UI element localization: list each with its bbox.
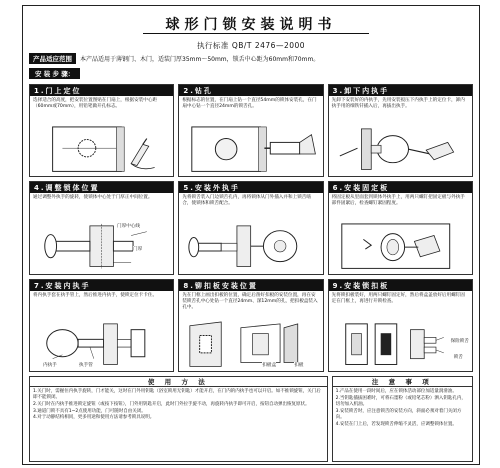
usage-title: 使 用 方 法 — [30, 377, 327, 387]
scope-row — [29, 52, 473, 64]
title-underline — [143, 33, 369, 34]
marking-door-illustration — [33, 125, 170, 173]
bottom-section — [29, 376, 473, 462]
instruction-sheet — [22, 5, 480, 465]
usage-body — [30, 387, 327, 424]
step-card-7 — [29, 279, 174, 372]
step-title: 4.调整锁体位置 — [30, 182, 173, 193]
step-title: 7.安装内执手 — [30, 280, 173, 291]
step-card-5 — [178, 181, 323, 274]
step-title: 2.钻孔 — [179, 85, 322, 96]
inner-handle-illustration — [33, 320, 170, 368]
step-illustration — [182, 320, 319, 368]
step-card-4 — [29, 181, 174, 274]
usage-paragraph: 4.对于动静结构相同，更多用途和使用方法请参考锁具说明。 — [33, 415, 155, 421]
scope-text: 本产品适用于薄钢门、木门，适装门厚35mm～50mm，锁舌中心距为60mm和70mm。 — [80, 55, 320, 63]
steps-header — [29, 68, 473, 79]
step-illustration — [332, 222, 469, 270]
step-title: 3.卸下内执手 — [329, 85, 472, 96]
latch-label: 锁舌 — [453, 354, 463, 360]
step-text: 将内执手套在执手管上，然后推进内执手，使锁定位卡卡住。 — [33, 292, 158, 298]
inner-handle-label: 内执手 — [43, 363, 57, 368]
guard-latch-label: 保险锁舌 — [450, 338, 469, 344]
usage-box — [29, 376, 328, 462]
strike-plate-label: 扣板 — [294, 363, 304, 368]
step-title: 1.门上定位 — [30, 85, 173, 96]
step-card-2 — [178, 84, 323, 177]
notes-paragraph: 3.安装锁舌时，应注意锁舌的安装方向，斜面必须对着门关闭方向。 — [335, 408, 462, 420]
strike-box-label: 扣板盒 — [262, 363, 277, 368]
step-text: 通过调整外执手的旋转，使锁体中心处于门厚正中间位置。 — [33, 195, 153, 201]
step-title: 8.铆扣板安装位置 — [179, 280, 322, 291]
step-illustration — [332, 125, 469, 173]
step-text: 先卸下安装好的内执手，先用安装扳压下内执手上的定位卡，卸内执手用的细铁钎插入后，再拔出执手。 — [331, 98, 465, 109]
step-title: 6.安装固定板 — [329, 182, 472, 193]
standard-line: 执行标准 QB/T 2476—2000 — [196, 41, 306, 50]
step-text: 先将锁舌装入门边锁舌孔内，再将锁体从门外插入并和上锁舌啮合，使锁体和锁舌配合。 — [182, 195, 311, 207]
step-text: 先在门框上画出扣板的位置，确定后凿好扣板的安装位置，再在安装锁舌孔中心处钻一个直径24mm、深12mm的孔，把扣板盒装入孔中。 — [182, 292, 318, 310]
step-title: 9.安装锁扣板 — [329, 280, 472, 291]
fixing-plate-illustration — [332, 222, 469, 270]
step-illustration — [332, 320, 469, 368]
handle-tube-label: 执手管 — [79, 363, 93, 368]
adjust-position-illustration — [33, 222, 170, 270]
document-title: 球形门锁安装说明书 — [165, 17, 337, 33]
step-illustration — [182, 222, 319, 270]
usage-paragraph: 2.关门时在内执手推进锁定旋钮（或按下按钮），门外用钥匙开启，此时门外拉手旋不动，再旋转内执手即可开启，按钮自动弹出恢复原状。 — [33, 401, 310, 407]
door-center-line-label: 门厚中心线 — [117, 224, 140, 230]
step-card-8 — [178, 279, 323, 372]
step-card-9 — [328, 279, 473, 372]
notes-body — [333, 387, 472, 430]
step-illustration — [33, 222, 170, 270]
notes-title: 注 意 事 项 — [333, 377, 472, 387]
notes-paragraph: 1.产品在使用一段时间后，应在锁体活动部位加适量润滑油。 — [335, 389, 457, 394]
notes-paragraph: 2.当钥匙插拔困难时，可将石墨粉（或铅笔芯粉）洒入钥匙孔内，切勿加入机油。 — [335, 395, 466, 407]
step-card-3 — [328, 84, 473, 177]
step-title: 5.安装外执手 — [179, 182, 322, 193]
step-card-6 — [328, 181, 473, 274]
usage-paragraph: 3.通道门锁不具有1~2点使用功能，门可随时自由关闭。 — [33, 408, 146, 414]
step-text: 将固定板从里面套到锁体外执手上，用两只螺钉把固定板与外执手部件固紧后，检查螺钉紧固程度。 — [331, 195, 465, 207]
step-card-1 — [29, 84, 174, 177]
step-text: 选择适合的高度，把安装位置图贴在门扇上，根据安装中心距（60mm或70mm），用铅笔做开孔标志。 — [33, 98, 158, 109]
steps-grid — [29, 84, 473, 372]
step-text: 根据标志的位置，在门扇上钻一个直径54mm的锁体安装孔，在门扇中心钻一个直径24mm的锁舌孔。 — [182, 98, 317, 109]
scope-label: 产品适应范围 — [29, 53, 76, 64]
drilling-illustration — [182, 125, 319, 173]
step-illustration — [182, 125, 319, 173]
notes-paragraph: 4.安装在门上后，若发现锁舌伸缩不灵活，应调整锁体位置。 — [335, 421, 457, 427]
strike-plate-position-illustration — [182, 320, 319, 368]
install-strike-illustration — [332, 320, 469, 368]
steps-label: 安 装 步 骤： — [29, 68, 80, 79]
remove-handle-illustration — [332, 125, 469, 173]
step-illustration — [33, 125, 170, 173]
outer-handle-illustration — [182, 222, 319, 270]
step-illustration — [33, 320, 170, 368]
step-text: 先将锁扣板装好，用两只螺钉固定好，然后将盒盖放好后用螺钉固定在门框上，再进行开锁检查。 — [331, 292, 465, 304]
door-thickness-label: 门厚 — [133, 247, 143, 253]
usage-paragraph: 1.关门时，需握住内执手旋转，门才能关，这时在门外用钥匙（浴室锁用无钥匙）才能开启，在门内的内执手也可以开启。如不推锁旋钮，关门后即不能锁闭。 — [33, 389, 321, 401]
notes-box — [332, 376, 473, 462]
